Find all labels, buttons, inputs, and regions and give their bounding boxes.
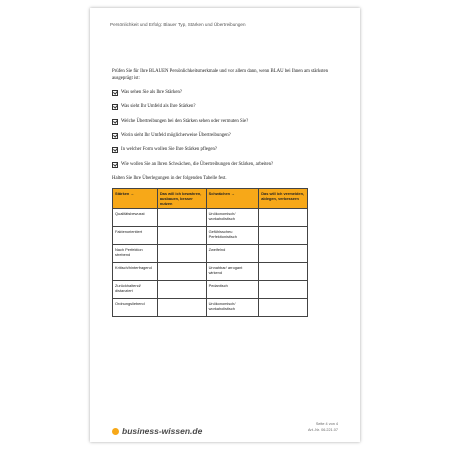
header-schwaechen: Schwächen → xyxy=(206,188,259,208)
logo-text: business-wissen.de xyxy=(122,426,203,436)
staerke-cell: Nach Perfektion strebend xyxy=(113,244,158,262)
page-header: Persönlichkeit und Erfolg: Blauer Typ, Stärken und Übertreibungen xyxy=(110,22,246,27)
header-bewahren: Das will ich bewahren, ausbauen, besser nutzen xyxy=(157,188,206,208)
header-staerken: Stärken → xyxy=(113,188,158,208)
bewahren-input-cell[interactable] xyxy=(157,280,206,298)
question-text: Wie wollen Sie an Ihren Schwächen, die Übertreibungen der Stärken, arbeiten? xyxy=(121,161,274,167)
checkbox-checked-icon xyxy=(112,133,118,139)
schwaeche-cell: Pedantisch xyxy=(206,280,259,298)
question-text: Worin sieht Ihr Umfeld möglicherweise Übertreibungen? xyxy=(121,133,231,139)
checkbox-checked-icon xyxy=(112,104,118,110)
page-number: Seite 4 von 4 xyxy=(315,422,338,426)
staerke-cell: Ordnungsliebend xyxy=(113,298,158,316)
bewahren-input-cell[interactable] xyxy=(157,244,206,262)
bewahren-input-cell[interactable] xyxy=(157,226,206,244)
vermeiden-input-cell[interactable] xyxy=(259,262,308,280)
table-row xyxy=(113,262,308,280)
staerke-cell: Kritisch/hinterfragend xyxy=(113,262,158,280)
schwaeche-cell: Zweifelnd xyxy=(206,244,259,262)
question-item xyxy=(112,103,342,110)
bewahren-input-cell[interactable] xyxy=(157,298,206,316)
checkbox-checked-icon xyxy=(112,119,118,125)
schwaeche-cell: Gefühlsscheu Perfektionistisch xyxy=(206,226,259,244)
schwaeche-cell: Unnahbar/ arrogant wirkend xyxy=(206,262,259,280)
vermeiden-input-cell[interactable] xyxy=(259,208,308,226)
staerke-cell: Qualitätsbewusst xyxy=(113,208,158,226)
table-row xyxy=(113,208,308,226)
bewahren-input-cell[interactable] xyxy=(157,262,206,280)
table-header-row xyxy=(113,188,308,208)
table-row xyxy=(113,280,308,298)
schwaeche-cell: Unökonomisch/ workaholistisch xyxy=(206,298,259,316)
document-body xyxy=(112,68,342,317)
article-number: Art.-Nr. 06.221.07 xyxy=(308,427,338,432)
question-text: Was sieht Ihr Umfeld als Ihre Stärken? xyxy=(121,104,196,110)
staerke-cell: Faktenorientiert xyxy=(113,226,158,244)
intro-text: Prüfen Sie für Ihre BLAUEN Persönlichkeitsmerkmale und vor allem dann, wenn BLAU bei Ihnen am stärksten ausgeprägt ist: xyxy=(112,69,329,82)
bewahren-input-cell[interactable] xyxy=(157,208,206,226)
footer-logo[interactable] xyxy=(112,426,202,436)
table-row xyxy=(113,226,308,244)
schwaeche-cell: Unökonomisch/ workaholistisch xyxy=(206,208,259,226)
document-page xyxy=(90,8,360,442)
reflection-table xyxy=(112,188,308,317)
orange-dot-icon xyxy=(112,428,119,435)
vermeiden-input-cell[interactable] xyxy=(259,298,308,316)
question-item xyxy=(112,132,342,139)
table-row xyxy=(113,244,308,262)
question-item xyxy=(112,146,342,153)
table-instruction: Halten Sie Ihre Überlegungen in der folgenden Tabelle fest. xyxy=(112,176,227,182)
vermeiden-input-cell[interactable] xyxy=(259,280,308,298)
vermeiden-input-cell[interactable] xyxy=(259,226,308,244)
question-item xyxy=(112,118,342,125)
question-item xyxy=(112,89,342,96)
question-item xyxy=(112,161,342,168)
question-text: Was sehen Sie als Ihre Stärken? xyxy=(121,89,183,95)
header-vermeiden: Das will ich vermeiden, ablegen, verbessern xyxy=(259,188,308,208)
checkbox-checked-icon xyxy=(112,162,118,168)
checkbox-checked-icon xyxy=(112,147,118,153)
footer-info xyxy=(308,422,338,433)
checkbox-checked-icon xyxy=(112,90,118,96)
question-text: Welche Übertreibungen bei den Stärken sehen oder vermuten Sie? xyxy=(121,118,249,124)
vermeiden-input-cell[interactable] xyxy=(259,244,308,262)
staerke-cell: Zurückhaltend/ distanziert xyxy=(113,280,158,298)
question-text: In welcher Form wollen Sie Ihre Stärken pflegen? xyxy=(121,147,218,153)
table-row xyxy=(113,298,308,316)
